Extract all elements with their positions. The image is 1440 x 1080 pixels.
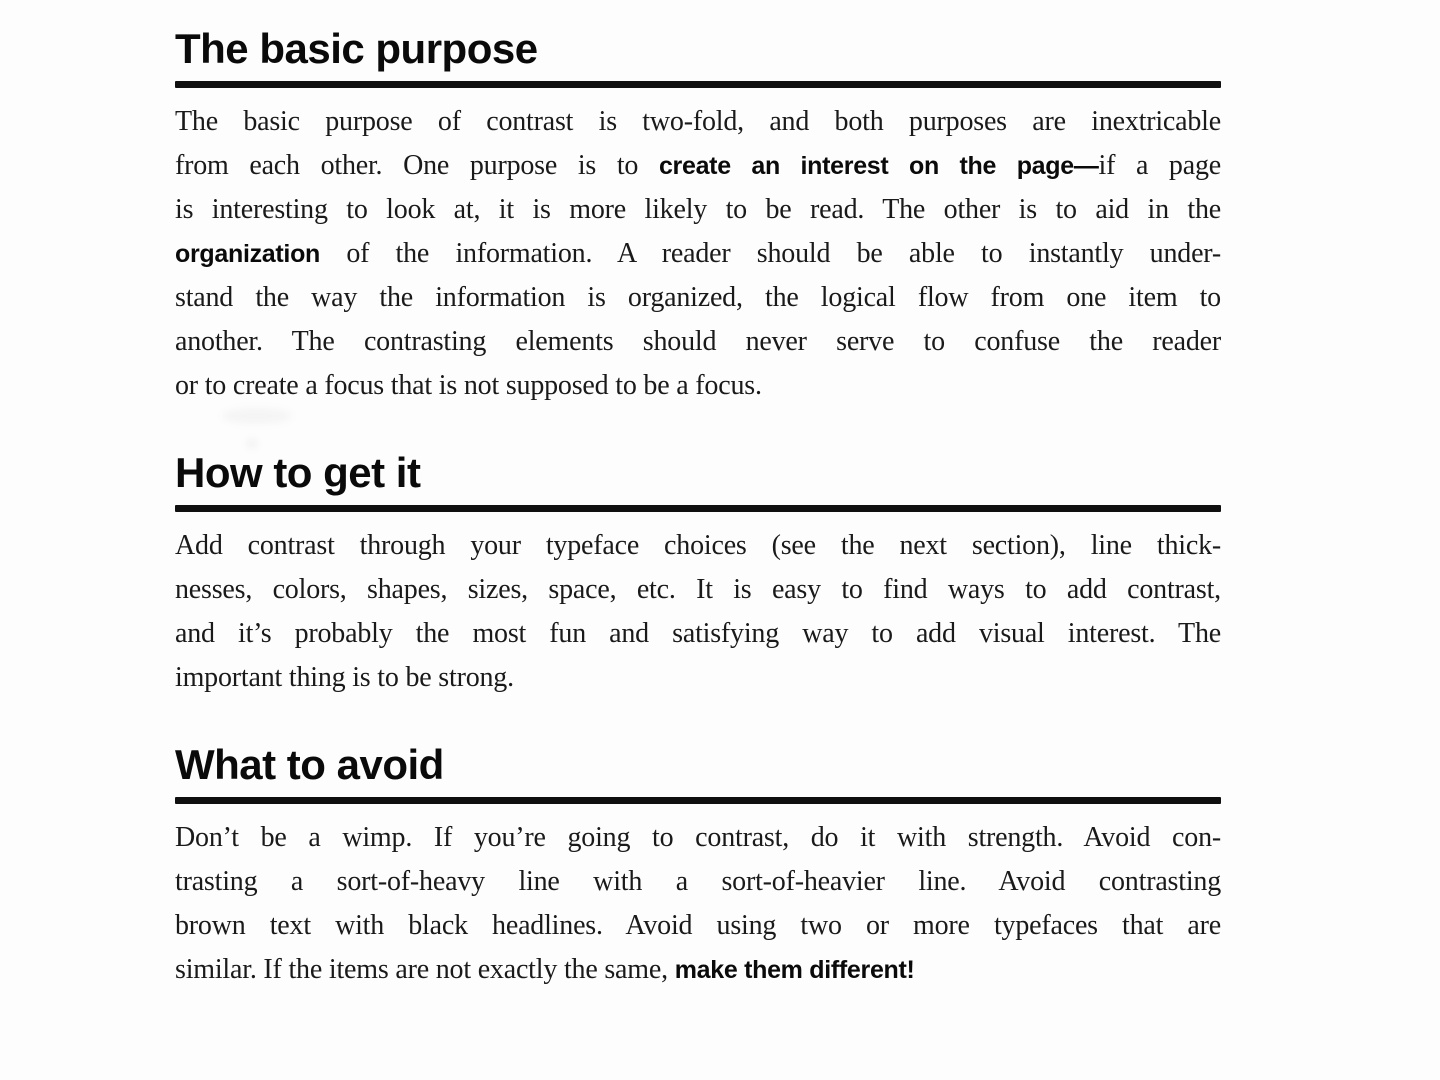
text-line — [175, 100, 1221, 144]
section-heading: How to get it — [175, 449, 421, 496]
text-line — [175, 656, 1221, 700]
text-line — [175, 568, 1221, 612]
text-line — [175, 612, 1221, 656]
text-line — [175, 904, 1221, 948]
text-line — [175, 276, 1221, 320]
text-line — [175, 188, 1221, 232]
text-run: Add contrast through your typeface choices (see the next section), line thick- — [175, 530, 1221, 561]
content-column — [175, 26, 1221, 1034]
heading-rule — [175, 81, 1221, 88]
text-run: if a page — [1098, 150, 1221, 181]
text-run: of the information. A reader should be able to instantly under- — [320, 238, 1221, 269]
text-run: trasting a sort-of-heavy line with a sort-of-heavier line. Avoid contrasting — [175, 866, 1221, 897]
text-line — [175, 948, 1221, 992]
text-run: similar. If the items are not exactly the same, — [175, 954, 675, 985]
text-run: The basic purpose of contrast is two-fold, and both purposes are inextricable — [175, 106, 1221, 137]
heading-rule — [175, 505, 1221, 512]
text-line — [175, 816, 1221, 860]
section-how-to-get-it — [175, 450, 1221, 700]
bold-run: organization — [175, 240, 321, 268]
text-run: stand the way the information is organized, the logical flow from one item to — [175, 282, 1221, 313]
text-line — [175, 524, 1221, 568]
text-run: another. The contrasting elements should never serve to confuse the reader — [175, 326, 1221, 357]
text-run: is interesting to look at, it is more likely to be read. The other is to aid in the — [175, 194, 1221, 225]
paragraph — [175, 816, 1221, 992]
text-run: brown text with black headlines. Avoid using two or more typefaces that are — [175, 910, 1221, 941]
text-run: Don’t be a wimp. If you’re going to contrast, do it with strength. Avoid con- — [175, 822, 1221, 853]
text-line — [175, 320, 1221, 364]
text-run: nesses, colors, shapes, sizes, space, etc. It is easy to find ways to add contrast, — [175, 574, 1221, 605]
bold-run: make them different! — [674, 956, 915, 984]
text-line — [175, 144, 1221, 188]
section-the-basic-purpose — [175, 26, 1221, 408]
text-line — [175, 232, 1221, 276]
text-run: and it’s probably the most fun and satisfying way to add visual interest. The — [175, 618, 1221, 649]
text-line — [175, 860, 1221, 904]
section-what-to-avoid — [175, 742, 1221, 992]
text-run: important thing is to be strong. — [175, 662, 514, 693]
section-heading: The basic purpose — [175, 25, 538, 72]
paragraph — [175, 100, 1221, 408]
paragraph — [175, 524, 1221, 700]
bold-run: create an interest on the page— — [658, 152, 1099, 180]
text-run: or to create a focus that is not supposed to be a focus. — [175, 370, 762, 401]
section-heading: What to avoid — [175, 741, 444, 788]
text-run: from each other. One purpose is to — [175, 150, 659, 181]
text-line — [175, 364, 1221, 408]
heading-rule — [175, 797, 1221, 804]
